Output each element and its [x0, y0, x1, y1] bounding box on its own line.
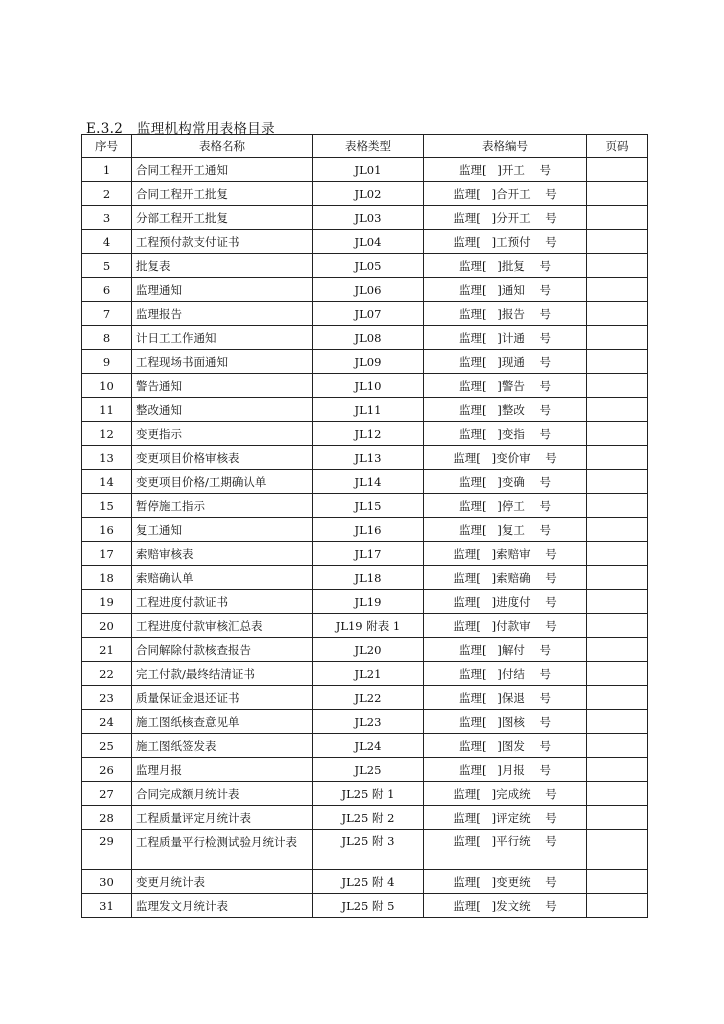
table-row: [82, 302, 648, 326]
form-type: JL19 附表 1: [313, 614, 424, 638]
col-header-no: 序号: [82, 135, 132, 158]
form-code: 监理[ ]付款审 号: [424, 614, 587, 638]
form-name: 计日工工作通知: [132, 326, 313, 350]
page-number: [587, 894, 648, 918]
row-number: 17: [82, 542, 132, 566]
form-name: 变更指示: [132, 422, 313, 446]
table-row: [82, 446, 648, 470]
form-type: JL10: [313, 374, 424, 398]
table-row: [82, 350, 648, 374]
page-number: [587, 422, 648, 446]
form-code: 监理[ ]平行统 号: [424, 830, 587, 870]
page-number: [587, 398, 648, 422]
row-number: 1: [82, 158, 132, 182]
form-code: 监理[ ]评定统 号: [424, 806, 587, 830]
form-type: JL25 附 1: [313, 782, 424, 806]
row-number: 18: [82, 566, 132, 590]
form-code: 监理[ ]批复 号: [424, 254, 587, 278]
form-type: JL15: [313, 494, 424, 518]
form-code: 监理[ ]工预付 号: [424, 230, 587, 254]
form-name: 索赔审核表: [132, 542, 313, 566]
form-code: 监理[ ]停工 号: [424, 494, 587, 518]
form-type: JL21: [313, 662, 424, 686]
row-number: 23: [82, 686, 132, 710]
form-type: JL02: [313, 182, 424, 206]
page-number: [587, 686, 648, 710]
form-type: JL09: [313, 350, 424, 374]
table-row: [82, 518, 648, 542]
table-row: [82, 758, 648, 782]
page-number: [587, 614, 648, 638]
form-name: 整改通知: [132, 398, 313, 422]
form-code: 监理[ ]变更统 号: [424, 870, 587, 894]
form-type: JL11: [313, 398, 424, 422]
form-name: 合同工程开工通知: [132, 158, 313, 182]
table-row: [82, 206, 648, 230]
page-number: [587, 326, 648, 350]
table-row: [82, 662, 648, 686]
form-type: JL25 附 2: [313, 806, 424, 830]
form-name: 工程质量评定月统计表: [132, 806, 313, 830]
form-type: JL12: [313, 422, 424, 446]
form-code: 监理[ ]完成统 号: [424, 782, 587, 806]
table-row: [82, 254, 648, 278]
col-header-page: 页码: [587, 135, 648, 158]
form-code: 监理[ ]图发 号: [424, 734, 587, 758]
row-number: 13: [82, 446, 132, 470]
row-number: 12: [82, 422, 132, 446]
table-row: [82, 398, 648, 422]
row-number: 2: [82, 182, 132, 206]
table-row: [82, 686, 648, 710]
form-name: 施工图纸核查意见单: [132, 710, 313, 734]
form-name: 变更项目价格审核表: [132, 446, 313, 470]
page-number: [587, 494, 648, 518]
form-code: 监理[ ]复工 号: [424, 518, 587, 542]
row-number: 20: [82, 614, 132, 638]
row-number: 16: [82, 518, 132, 542]
form-code: 监理[ ]通知 号: [424, 278, 587, 302]
form-name: 监理发文月统计表: [132, 894, 313, 918]
table-row: [82, 870, 648, 894]
form-code: 监理[ ]警告 号: [424, 374, 587, 398]
form-catalog-table: [81, 134, 648, 918]
row-number: 27: [82, 782, 132, 806]
table-row: [82, 710, 648, 734]
form-type: JL20: [313, 638, 424, 662]
form-type: JL05: [313, 254, 424, 278]
form-code: 监理[ ]图核 号: [424, 710, 587, 734]
row-number: 28: [82, 806, 132, 830]
form-type: JL14: [313, 470, 424, 494]
form-name: 工程进度付款证书: [132, 590, 313, 614]
form-name: 完工付款/最终结清证书: [132, 662, 313, 686]
form-type: JL23: [313, 710, 424, 734]
form-code: 监理[ ]分开工 号: [424, 206, 587, 230]
row-number: 9: [82, 350, 132, 374]
table-row: [82, 470, 648, 494]
form-code: 监理[ ]现通 号: [424, 350, 587, 374]
table-row: [82, 326, 648, 350]
form-name: 复工通知: [132, 518, 313, 542]
page-number: [587, 470, 648, 494]
form-name: 监理通知: [132, 278, 313, 302]
table-row: [82, 734, 648, 758]
form-name: 监理报告: [132, 302, 313, 326]
row-number: 15: [82, 494, 132, 518]
page-number: [587, 710, 648, 734]
page-number: [587, 734, 648, 758]
form-type: JL25 附 3: [313, 830, 424, 870]
row-number: 14: [82, 470, 132, 494]
row-number: 29: [82, 830, 132, 870]
form-code: 监理[ ]整改 号: [424, 398, 587, 422]
row-number: 4: [82, 230, 132, 254]
form-code: 监理[ ]保退 号: [424, 686, 587, 710]
form-name: 分部工程开工批复: [132, 206, 313, 230]
form-name: 批复表: [132, 254, 313, 278]
form-type: JL25 附 4: [313, 870, 424, 894]
table-row: [82, 614, 648, 638]
page-number: [587, 542, 648, 566]
table-row: [82, 806, 648, 830]
table-header-row: [82, 135, 648, 158]
form-type: JL04: [313, 230, 424, 254]
form-code: 监理[ ]发文统 号: [424, 894, 587, 918]
table-row: [82, 278, 648, 302]
form-type: JL22: [313, 686, 424, 710]
form-code: 监理[ ]变价审 号: [424, 446, 587, 470]
form-code: 监理[ ]计通 号: [424, 326, 587, 350]
form-code: 监理[ ]变指 号: [424, 422, 587, 446]
page-number: [587, 830, 648, 870]
form-code: 监理[ ]解付 号: [424, 638, 587, 662]
form-type: JL06: [313, 278, 424, 302]
form-type: JL07: [313, 302, 424, 326]
table-row: [82, 230, 648, 254]
table-row: [82, 894, 648, 918]
form-type: JL01: [313, 158, 424, 182]
form-code: 监理[ ]报告 号: [424, 302, 587, 326]
row-number: 21: [82, 638, 132, 662]
page-number: [587, 590, 648, 614]
table-row: [82, 566, 648, 590]
table-row: [82, 590, 648, 614]
form-code: 监理[ ]变确 号: [424, 470, 587, 494]
page-number: [587, 566, 648, 590]
form-name: 质量保证金退还证书: [132, 686, 313, 710]
page-number: [587, 870, 648, 894]
form-name: 合同完成额月统计表: [132, 782, 313, 806]
page-number: [587, 806, 648, 830]
col-header-code: 表格编号: [424, 135, 587, 158]
form-name: 合同解除付款核查报告: [132, 638, 313, 662]
row-number: 8: [82, 326, 132, 350]
form-type: JL24: [313, 734, 424, 758]
form-name: 警告通知: [132, 374, 313, 398]
form-type: JL25 附 5: [313, 894, 424, 918]
page-number: [587, 374, 648, 398]
table-row: [82, 494, 648, 518]
row-number: 6: [82, 278, 132, 302]
form-name: 监理月报: [132, 758, 313, 782]
table-row: [82, 638, 648, 662]
form-name: 工程进度付款审核汇总表: [132, 614, 313, 638]
form-type: JL16: [313, 518, 424, 542]
form-type: JL13: [313, 446, 424, 470]
page-number: [587, 302, 648, 326]
page-number: [587, 158, 648, 182]
table-row: [82, 422, 648, 446]
row-number: 19: [82, 590, 132, 614]
form-name: 工程预付款支付证书: [132, 230, 313, 254]
form-code: 监理[ ]合开工 号: [424, 182, 587, 206]
page-number: [587, 230, 648, 254]
form-code: 监理[ ]付结 号: [424, 662, 587, 686]
table-row: [82, 542, 648, 566]
page-number: [587, 446, 648, 470]
form-code: 监理[ ]进度付 号: [424, 590, 587, 614]
form-type: JL25: [313, 758, 424, 782]
form-name: 工程质量平行检测试验月统计表: [132, 830, 313, 870]
form-name: 暂停施工指示: [132, 494, 313, 518]
table-row: [82, 182, 648, 206]
row-number: 30: [82, 870, 132, 894]
page-number: [587, 278, 648, 302]
page-number: [587, 206, 648, 230]
form-name: 变更月统计表: [132, 870, 313, 894]
row-number: 5: [82, 254, 132, 278]
form-name: 工程现场书面通知: [132, 350, 313, 374]
row-number: 10: [82, 374, 132, 398]
page-number: [587, 182, 648, 206]
row-number: 31: [82, 894, 132, 918]
col-header-name: 表格名称: [132, 135, 313, 158]
form-name: 合同工程开工批复: [132, 182, 313, 206]
page-number: [587, 782, 648, 806]
page-number: [587, 518, 648, 542]
form-code: 监理[ ]索赔确 号: [424, 566, 587, 590]
row-number: 7: [82, 302, 132, 326]
row-number: 25: [82, 734, 132, 758]
form-code: 监理[ ]索赔审 号: [424, 542, 587, 566]
form-type: JL19: [313, 590, 424, 614]
form-name: 索赔确认单: [132, 566, 313, 590]
form-type: JL17: [313, 542, 424, 566]
form-type: JL08: [313, 326, 424, 350]
table-row: [82, 782, 648, 806]
form-type: JL18: [313, 566, 424, 590]
form-name: 变更项目价格/工期确认单: [132, 470, 313, 494]
page-number: [587, 350, 648, 374]
table-row: [82, 158, 648, 182]
row-number: 11: [82, 398, 132, 422]
form-code: 监理[ ]月报 号: [424, 758, 587, 782]
table-row: [82, 374, 648, 398]
row-number: 22: [82, 662, 132, 686]
col-header-type: 表格类型: [313, 135, 424, 158]
form-code: 监理[ ]开工 号: [424, 158, 587, 182]
form-name: 施工图纸签发表: [132, 734, 313, 758]
row-number: 26: [82, 758, 132, 782]
page-number: [587, 758, 648, 782]
section-heading: E.3.2 监理机构常用表格目录: [86, 121, 275, 137]
row-number: 24: [82, 710, 132, 734]
page-number: [587, 254, 648, 278]
table-row: [82, 830, 648, 870]
form-type: JL03: [313, 206, 424, 230]
row-number: 3: [82, 206, 132, 230]
page-number: [587, 662, 648, 686]
page-number: [587, 638, 648, 662]
